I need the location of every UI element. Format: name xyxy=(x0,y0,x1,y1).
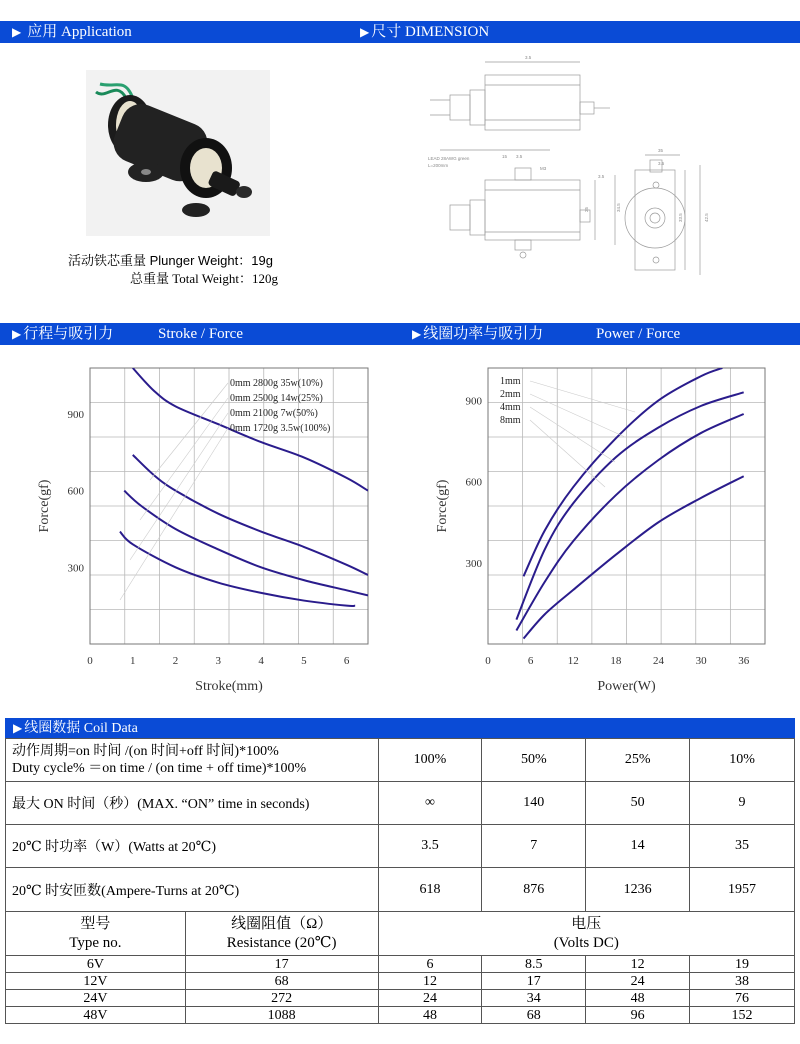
table-cell: 3.5 xyxy=(378,825,482,868)
power-force-title-en: Power / Force xyxy=(596,326,681,342)
dim-label-9: 35 xyxy=(658,148,664,153)
table-cell: 6 xyxy=(378,956,482,973)
table-cell: 96 xyxy=(586,1007,690,1024)
section-bar-coil xyxy=(5,718,795,738)
table-cell: 1236 xyxy=(586,868,690,912)
table-cell: 12 xyxy=(378,973,482,990)
table-cell: 48 xyxy=(586,990,690,1007)
stroke-force-title xyxy=(12,323,113,345)
legend-entry: 0mm 2800g 35w(10%) xyxy=(230,378,323,389)
dim-label-11: 3.5 xyxy=(658,161,665,166)
legend-entry: 8mm xyxy=(500,415,521,426)
dim-label-7: 25 xyxy=(584,206,589,212)
table-cell: 24V xyxy=(6,990,186,1007)
table-cell: ∞ xyxy=(378,782,482,825)
dim-label-6: 3.5 xyxy=(598,174,605,179)
legend-leader-line xyxy=(530,407,615,462)
y-tick-label: 900 xyxy=(67,409,84,421)
series-line xyxy=(120,532,355,606)
stroke-force-chart xyxy=(30,360,380,695)
legend-leader-line xyxy=(140,398,228,520)
coil-data-table xyxy=(5,738,795,912)
table-cell: 9 xyxy=(690,782,795,825)
y-axis-label: Force(gf) xyxy=(37,479,52,533)
series-line xyxy=(524,368,723,576)
table-cell: 34 xyxy=(482,990,586,1007)
power-force-title xyxy=(412,323,543,345)
table-cell: 50 xyxy=(586,782,690,825)
table-row xyxy=(6,956,795,973)
table-cell: 68 xyxy=(482,1007,586,1024)
total-weight-label: 总重量 Total Weight： xyxy=(130,271,253,286)
x-tick-label: 1 xyxy=(130,655,136,667)
table-cell: 7 xyxy=(482,825,586,868)
power-force-title-cn: 线圈功率与吸引力 xyxy=(423,326,544,342)
y-tick-label: 600 xyxy=(67,485,84,498)
power-force-chart xyxy=(430,360,770,695)
stroke-force-title-en: Stroke / Force xyxy=(158,326,243,342)
table-cell: 35 xyxy=(690,825,795,868)
legend-leader-line xyxy=(530,394,625,437)
resistance-header-en: Resistance (20℃) xyxy=(226,934,337,951)
table-row xyxy=(6,990,795,1007)
x-tick-label: 4 xyxy=(258,655,264,667)
x-tick-label: 18 xyxy=(610,655,622,667)
x-axis-label: Power(W) xyxy=(597,679,656,694)
table-cell: 1957 xyxy=(690,868,795,912)
y-tick-label: 300 xyxy=(67,562,84,575)
plunger-weight-value: 19g xyxy=(251,253,273,268)
dimension-drawing xyxy=(420,50,720,280)
table-cell: 19 xyxy=(690,956,795,973)
table-cell: 1088 xyxy=(185,1007,378,1024)
table-cell: 14 xyxy=(586,825,690,868)
table-cell: 8.5 xyxy=(482,956,586,973)
table-row xyxy=(6,973,795,990)
triangle-right-icon: ▶ xyxy=(12,25,22,39)
legend-leader-line xyxy=(130,413,228,560)
table-cell: 618 xyxy=(378,868,482,912)
type-header xyxy=(6,912,186,956)
table-cell: 10% xyxy=(690,739,795,782)
triangle-right-icon: ▶ xyxy=(12,327,22,341)
y-tick-label: 300 xyxy=(465,557,482,570)
watts-label: 20℃ 时功率（W）(Watts at 20℃) xyxy=(6,825,379,868)
duty-cycle-label-cn: 动作周期=on 时间 /(on 时间+off 时间)*100% xyxy=(12,744,279,759)
table-cell: 17 xyxy=(185,956,378,973)
table-cell: 17 xyxy=(482,973,586,990)
x-tick-label: 12 xyxy=(567,655,579,667)
legend-entry: 0mm 2500g 14w(25%) xyxy=(230,393,323,404)
table-cell: 100% xyxy=(378,739,482,782)
table-cell: 24 xyxy=(586,973,690,990)
dim-label-8: 34.5 xyxy=(616,203,621,212)
stroke-force-title-cn: 行程与吸引力 xyxy=(23,326,114,342)
series-line xyxy=(524,476,744,638)
duty-cycle-label xyxy=(6,739,379,782)
dim-label-4: L=200mm xyxy=(428,163,449,168)
dim-label-5: 15 xyxy=(502,154,508,159)
table-row xyxy=(6,1007,795,1024)
table-cell: 12V xyxy=(6,973,186,990)
legend-entry: 0mm 2100g 7w(50%) xyxy=(230,408,318,419)
legend-leader-line xyxy=(120,428,228,600)
table-cell: 12 xyxy=(586,956,690,973)
table-cell: 152 xyxy=(690,1007,795,1024)
ampere-turns-label: 20℃ 时安匝数(Ampere-Turns at 20℃) xyxy=(6,868,379,912)
table-cell: 76 xyxy=(690,990,795,1007)
table-cell: 140 xyxy=(482,782,586,825)
x-tick-label: 0 xyxy=(87,655,93,667)
product-photo xyxy=(86,70,270,236)
dimension-title xyxy=(360,21,489,43)
x-tick-label: 2 xyxy=(172,655,179,667)
duty-cycle-label-en: Duty cycle% ＝on time / (on time + off time)*100% xyxy=(12,761,307,776)
dim-label-3: LEAD 28AWG green xyxy=(428,156,470,161)
x-tick-label: 5 xyxy=(301,655,307,667)
triangle-right-icon: ▶ xyxy=(13,721,23,735)
table-header-row xyxy=(6,912,795,956)
x-axis-label: Stroke(mm) xyxy=(195,679,263,694)
legend-entry: 1mm xyxy=(500,376,521,387)
plunger-weight xyxy=(68,250,273,269)
dimension-title-text: 尺寸 DIMENSION xyxy=(371,24,490,40)
type-resistance-table xyxy=(5,911,795,1024)
coil-data-title: 线圈数据 Coil Data xyxy=(24,721,138,736)
dim-label-10: 33.5 xyxy=(678,213,683,222)
x-tick-label: 30 xyxy=(695,655,707,667)
total-weight xyxy=(130,268,278,287)
y-axis-label: Force(gf) xyxy=(435,479,450,533)
table-row xyxy=(6,825,795,868)
total-weight-value: 120g xyxy=(252,271,279,286)
voltage-header-cn: 电压 xyxy=(571,915,602,932)
table-row xyxy=(6,782,795,825)
legend-entry: 4mm xyxy=(500,402,521,413)
voltage-header xyxy=(378,912,794,956)
table-row xyxy=(6,868,795,912)
legend-entry: 2mm xyxy=(500,389,521,400)
dim-label-2: 3.5 xyxy=(516,154,523,159)
table-cell: 50% xyxy=(482,739,586,782)
x-tick-label: 36 xyxy=(738,655,750,667)
table-cell: 38 xyxy=(690,973,795,990)
legend-leader-line xyxy=(530,381,635,412)
dim-label-1: M3 xyxy=(540,166,547,171)
section-bar-top xyxy=(0,21,800,43)
table-cell: 876 xyxy=(482,868,586,912)
section-bar-charts xyxy=(0,323,800,345)
triangle-right-icon: ▶ xyxy=(412,327,422,341)
table-cell: 68 xyxy=(185,973,378,990)
table-row xyxy=(6,739,795,782)
type-header-cn: 型号 xyxy=(80,915,111,932)
resistance-header-cn: 线圈阻值（Ω） xyxy=(231,915,333,932)
resistance-header xyxy=(185,912,378,956)
x-tick-label: 0 xyxy=(485,655,491,667)
table-cell: 48 xyxy=(378,1007,482,1024)
table-cell: 6V xyxy=(6,956,186,973)
plunger-weight-label: 活动铁芯重量 Plunger Weight： xyxy=(68,253,252,268)
voltage-header-en: (Volts DC) xyxy=(553,934,619,951)
triangle-right-icon: ▶ xyxy=(360,25,370,39)
table-cell: 272 xyxy=(185,990,378,1007)
dim-label-12: 42.5 xyxy=(704,213,709,222)
table-cell: 25% xyxy=(586,739,690,782)
table-cell: 48V xyxy=(6,1007,186,1024)
series-line xyxy=(133,455,368,575)
type-header-en: Type no. xyxy=(69,934,122,951)
x-tick-label: 3 xyxy=(215,655,222,667)
application-title-text: 应用 Application xyxy=(27,24,132,40)
y-tick-label: 900 xyxy=(465,395,482,408)
x-tick-label: 6 xyxy=(527,655,534,667)
dim-label-0: 3.5 xyxy=(525,55,532,60)
max-on-time-label: 最大 ON 时间（秒）(MAX. “ON” time in seconds) xyxy=(6,782,379,825)
x-tick-label: 24 xyxy=(652,655,664,667)
legend-entry: 0mm 1720g 3.5w(100%) xyxy=(230,423,331,434)
application-title xyxy=(12,21,132,43)
table-cell: 24 xyxy=(378,990,482,1007)
legend-leader-line xyxy=(530,420,605,487)
x-tick-label: 6 xyxy=(343,655,350,667)
y-tick-label: 600 xyxy=(465,476,482,489)
